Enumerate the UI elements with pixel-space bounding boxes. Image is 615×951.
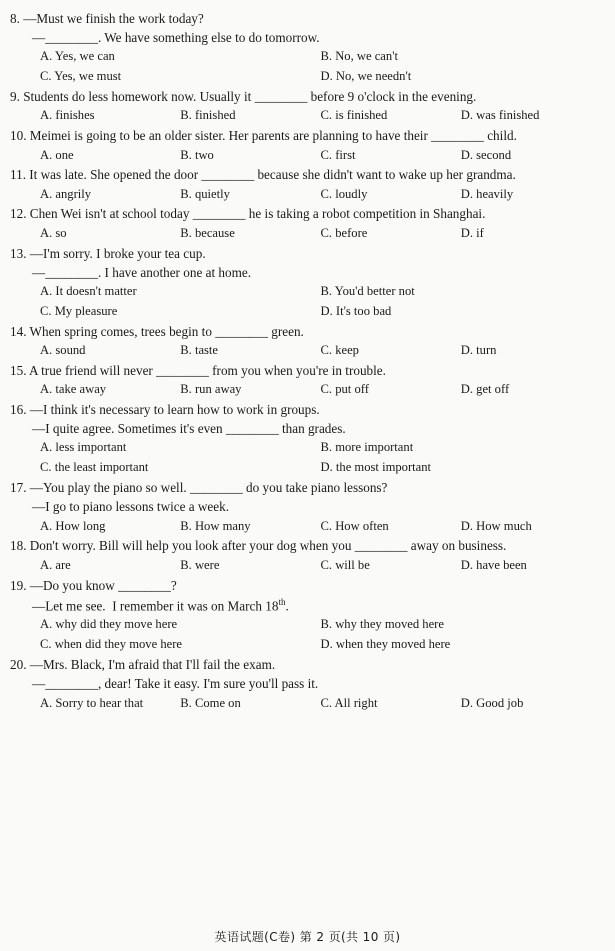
option-b[interactable]: B. finished — [180, 108, 236, 123]
option-a[interactable]: A. How long — [40, 518, 106, 533]
option-b[interactable]: B. more important — [320, 440, 414, 455]
question-14 — [10, 323, 601, 360]
question-stem-line2: —I quite agree. Sometimes it's even ________ than grades. — [32, 421, 346, 437]
option-c[interactable]: C. keep — [320, 342, 359, 357]
option-c[interactable]: C. when did they move here — [40, 637, 182, 652]
option-c[interactable]: C. How often — [320, 518, 389, 533]
option-c[interactable]: C. will be — [320, 557, 370, 572]
option-c[interactable]: C. loudly — [320, 186, 368, 201]
option-b[interactable]: B. were — [180, 557, 220, 572]
question-stem: 16. —I think it's necessary to learn how to work in groups. — [10, 401, 320, 417]
option-b[interactable]: B. How many — [180, 518, 251, 533]
option-a[interactable]: A. less important — [40, 440, 127, 455]
option-b[interactable]: B. Come on — [180, 695, 241, 710]
option-c[interactable]: C. before — [320, 225, 368, 240]
option-a[interactable]: A. Sorry to hear that — [40, 695, 144, 710]
question-stem-line2: —I go to piano lessons twice a week. — [32, 499, 230, 515]
option-b[interactable]: B. No, we can't — [320, 49, 398, 64]
question-stem-line2: —Let me see. I remember it was on March 18th. — [32, 596, 289, 614]
question-13 — [10, 245, 601, 321]
options-row — [10, 68, 601, 86]
option-a[interactable]: A. why did they move here — [40, 617, 178, 632]
ordinal-suffix: th — [278, 596, 286, 607]
options-row — [10, 557, 601, 575]
option-b[interactable]: B. taste — [180, 342, 219, 357]
question-stem: 9. Students do less homework now. Usually it ________ before 9 o'clock in the evening. — [10, 89, 477, 105]
option-a[interactable]: A. take away — [40, 382, 107, 397]
question-stem-line2: —________, dear! Take it easy. I'm sure you'll pass it. — [32, 676, 319, 692]
option-d[interactable]: D. the most important — [320, 460, 432, 475]
question-15 — [10, 362, 601, 399]
option-a[interactable]: A. angrily — [40, 186, 92, 201]
option-d[interactable]: D. get off — [460, 382, 510, 397]
question-19 — [10, 577, 601, 655]
options-row — [10, 48, 601, 66]
option-c[interactable]: C. the least important — [40, 460, 149, 475]
question-stem: 18. Don't worry. Bill will help you look after your dog when you ________ away on business. — [10, 538, 507, 554]
option-a[interactable]: A. one — [40, 147, 74, 162]
option-a[interactable]: A. It doesn't matter — [40, 284, 137, 298]
options-row — [10, 439, 601, 457]
option-c[interactable]: C. My pleasure — [40, 303, 118, 318]
question-stem: 14. When spring comes, trees begin to ________ green. — [10, 323, 304, 339]
options-row — [10, 147, 601, 165]
question-stem: 11. It was late. She opened the door ________ because she didn't want to wake up her grandma. — [10, 167, 516, 183]
question-stem-line2: —________. I have another one at home. — [32, 264, 251, 280]
options-row — [10, 107, 601, 125]
question-8 — [10, 10, 601, 86]
question-12 — [10, 205, 601, 242]
option-b[interactable]: B. two — [180, 147, 214, 162]
option-b[interactable]: B. You'd better not — [320, 284, 415, 298]
question-stem: 17. —You play the piano so well. ________ do you take piano lessons? — [10, 480, 388, 496]
option-a[interactable]: A. Yes, we can — [40, 49, 115, 64]
options-row — [10, 186, 601, 204]
question-10 — [10, 127, 601, 164]
option-d[interactable]: D. No, we needn't — [320, 69, 412, 84]
question-stem: 15. A true friend will never ________ from you when you're in trouble. — [10, 362, 386, 378]
question-stem-line2: —________. We have something else to do tomorrow. — [32, 30, 320, 46]
page-footer — [0, 928, 615, 945]
option-b[interactable]: B. run away — [180, 382, 242, 397]
question-stem: 12. Chen Wei isn't at school today ________ he is taking a robot competition in Shanghai. — [10, 206, 486, 222]
options-row — [10, 283, 601, 301]
option-d[interactable]: D. was finished — [460, 108, 540, 123]
options-row — [10, 303, 601, 321]
options-row — [10, 616, 601, 634]
option-a[interactable]: A. so — [40, 225, 67, 240]
option-b[interactable]: B. why they moved here — [320, 617, 444, 632]
question-stem: 13. —I'm sorry. I broke your tea cup. — [10, 245, 206, 261]
option-d[interactable]: D. when they moved here — [320, 637, 451, 652]
options-row — [10, 459, 601, 477]
option-d[interactable]: D. Good job — [460, 695, 524, 710]
question-stem: 19. —Do you know ________? — [10, 577, 177, 593]
options-row — [10, 636, 601, 654]
option-a[interactable]: A. finishes — [40, 108, 95, 123]
option-d[interactable]: D. have been — [460, 557, 527, 572]
question-9 — [10, 88, 601, 125]
question-stem: 8. —Must we finish the work today? — [10, 11, 204, 26]
option-a[interactable]: A. sound — [40, 342, 86, 357]
option-c[interactable]: C. Yes, we must — [40, 69, 122, 84]
question-20 — [10, 656, 601, 712]
question-stem: 10. Meimei is going to be an older sister. Her parents are planning to have their ________ child. — [10, 128, 517, 144]
options-row — [10, 695, 601, 713]
option-d[interactable]: D. heavily — [460, 186, 514, 201]
question-17 — [10, 479, 601, 535]
option-c[interactable]: C. first — [320, 147, 356, 162]
page-footer-text: 英语试题(C卷) 第 2 页(共 10 页) — [214, 930, 401, 944]
options-row — [10, 518, 601, 536]
option-d[interactable]: D. It's too bad — [320, 303, 392, 318]
option-d[interactable]: D. turn — [460, 342, 497, 357]
question-stem: 20. —Mrs. Black, I'm afraid that I'll fail the exam. — [10, 657, 276, 673]
option-c[interactable]: C. All right — [320, 695, 378, 710]
option-b[interactable]: B. because — [180, 225, 235, 240]
option-d[interactable]: D. How much — [460, 518, 532, 533]
option-c[interactable]: C. is finished — [320, 108, 388, 123]
question-18 — [10, 537, 601, 574]
option-c[interactable]: C. put off — [320, 382, 369, 397]
option-b[interactable]: B. quietly — [180, 186, 230, 201]
option-d[interactable]: D. second — [460, 147, 512, 162]
question-16 — [10, 401, 601, 477]
options-row — [10, 381, 601, 399]
question-11 — [10, 166, 601, 203]
options-row — [10, 342, 601, 360]
option-d[interactable]: D. if — [460, 225, 484, 240]
option-a[interactable]: A. are — [40, 557, 71, 572]
options-row — [10, 225, 601, 243]
